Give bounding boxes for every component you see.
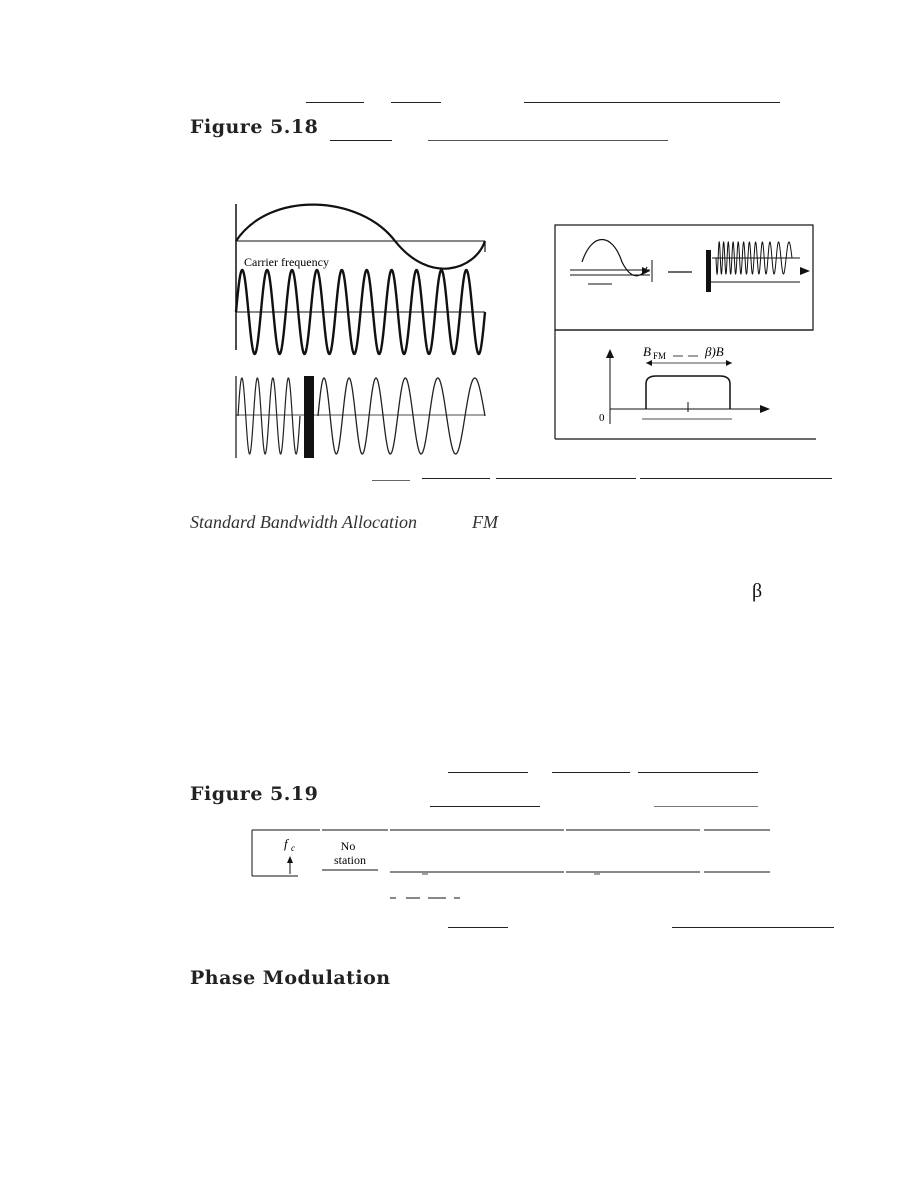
fm-spectrum-figure (552, 222, 822, 442)
fc-sub: c (291, 843, 295, 853)
bandwidth-sub: FM (653, 351, 667, 361)
caption-rule (306, 102, 364, 103)
figure-518-label: Figure 5.18 (190, 116, 319, 138)
section-heading-bandwidth: Standard Bandwidth Allocation (190, 512, 418, 532)
figure-519-label: Figure 5.19 (190, 783, 319, 805)
caption-rule (640, 478, 832, 479)
no-station-line1: No (340, 839, 356, 853)
caption-rule (448, 927, 508, 928)
caption-rule (428, 140, 668, 141)
bandwidth-label: B (643, 344, 651, 359)
caption-rule (638, 772, 758, 773)
caption-rule (552, 772, 630, 773)
bandwidth-formula: β)B (705, 344, 724, 359)
beta-symbol: β (752, 580, 763, 602)
carrier-frequency-label: Carrier frequency (244, 255, 329, 269)
fm-wave-expanded (318, 378, 485, 454)
caption-rule (391, 102, 441, 103)
caption-rule (372, 480, 410, 481)
fc-label: f (284, 836, 288, 851)
caption-rule (430, 806, 540, 807)
caption-rule (496, 478, 636, 479)
caption-rule (654, 806, 758, 807)
no-station-line2: station (334, 853, 366, 867)
carrier-wave (236, 270, 485, 354)
axis-zero: 0 (599, 412, 605, 424)
caption-rule (524, 102, 780, 103)
section-heading-phase: Phase Modulation (190, 967, 391, 989)
caption-rule (448, 772, 528, 773)
band-allocation-figure (250, 826, 780, 906)
fm-waveform-figure (230, 200, 490, 465)
caption-rule (330, 140, 392, 141)
fm-blackbar (304, 376, 314, 458)
fm-wave-compressed (238, 378, 300, 454)
section-heading-fm: FM (472, 512, 498, 532)
caption-rule (672, 927, 834, 928)
caption-rule (422, 478, 490, 479)
